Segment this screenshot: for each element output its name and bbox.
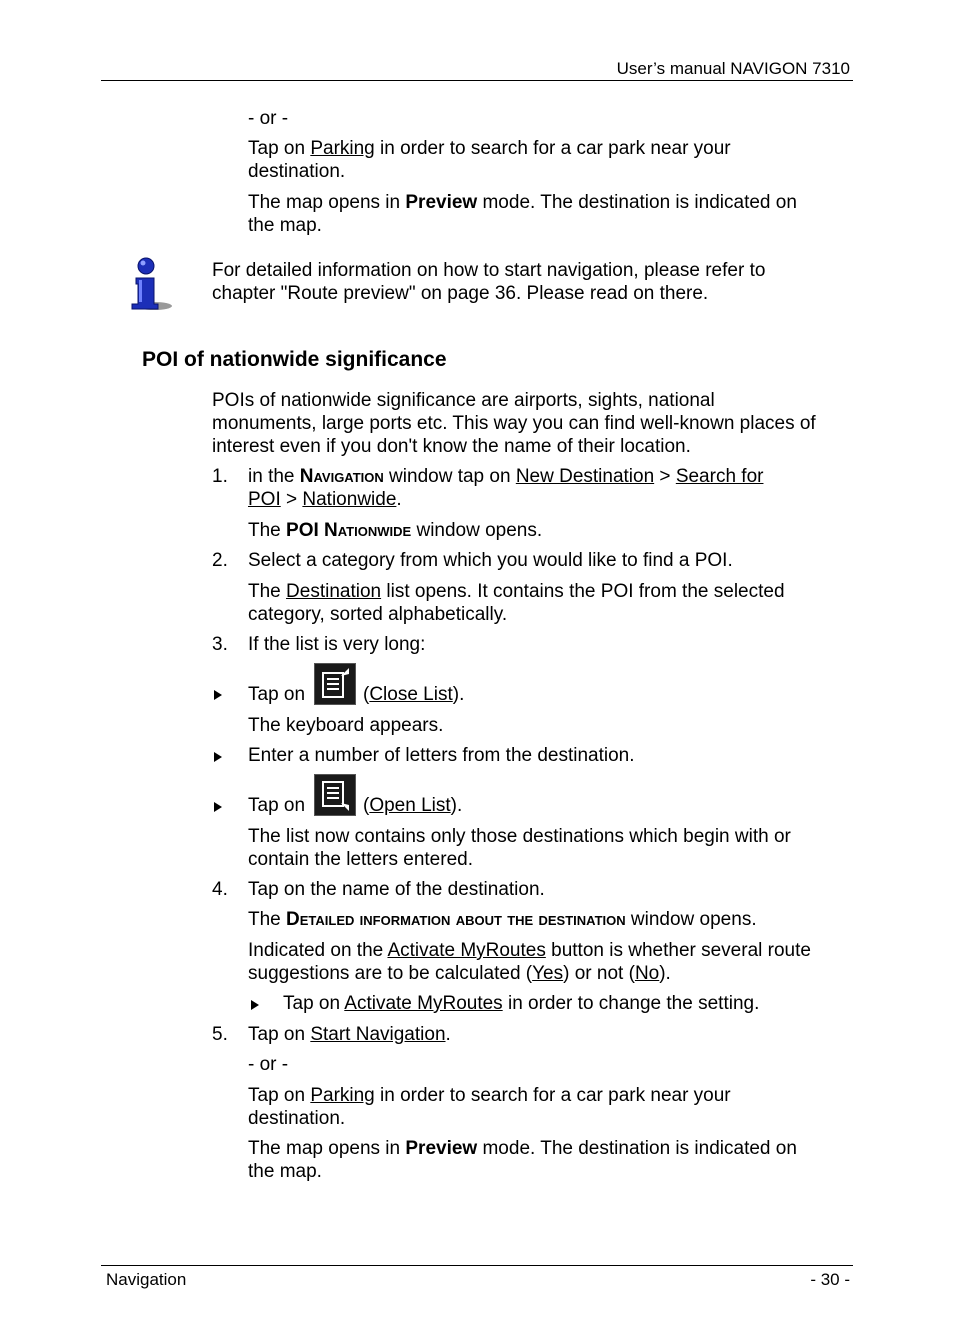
- step-4-result: The Detailed information about the destination window opens.: [248, 909, 757, 930]
- step-3-number: 3.: [212, 634, 228, 655]
- tap-close-list: Tap on: [248, 684, 306, 705]
- step-1-text: in the Navigation window tap on New Destination > Search for POI > Nationwide.: [248, 466, 764, 510]
- parking-paragraph-2: Tap on Parking in order to search for a car park near your destination.: [248, 1085, 731, 1129]
- tap-activate-myroutes: Tap on Activate MyRoutes in order to change the setting.: [283, 993, 760, 1014]
- map-paragraph-2: The map opens in Preview mode. The destination is indicated on the map.: [248, 1138, 797, 1182]
- bullet-triangle-icon: [214, 752, 222, 762]
- open-list-icon[interactable]: [314, 774, 356, 816]
- navigation-window-name: Navigation: [299, 466, 384, 487]
- or-text-2: - or -: [248, 1054, 289, 1075]
- search-for-link[interactable]: Search for: [675, 466, 764, 487]
- start-navigation-link[interactable]: Start Navigation: [310, 1024, 446, 1045]
- info-note: For detailed information on how to start navigation, please refer to chapter "Route preview" on page 36. Please read on there.: [212, 260, 766, 304]
- new-destination-link[interactable]: New Destination: [515, 466, 655, 487]
- info-person-icon: [124, 256, 176, 312]
- step-2-result: The Destination list opens. It contains the POI from the selected category, sorted alphabetically.: [248, 581, 785, 625]
- close-list-icon[interactable]: [314, 663, 356, 705]
- activate-myroutes-paragraph: Indicated on the Activate MyRoutes button is whether several route suggestions are to be calculated (Yes) or not (No).: [248, 940, 811, 984]
- footer-page-number: - 30 -: [810, 1270, 850, 1289]
- parking-paragraph: Tap on Parking in order to search for a car park near your destination.: [248, 138, 731, 182]
- step-1-result: The POI Nationwide window opens.: [248, 520, 543, 541]
- section-intro: POIs of nationwide significance are airports, sights, national monuments, large ports etc. This way you can find well-known places of interest even if you don't know the name of their location.: [212, 390, 816, 457]
- yes-link[interactable]: Yes: [532, 963, 564, 984]
- step-4-number: 4.: [212, 879, 228, 900]
- detailed-info-window-name: Detailed information about the destination: [286, 909, 626, 930]
- step-1-number: 1.: [212, 466, 228, 487]
- step-5-number: 5.: [212, 1024, 228, 1045]
- map-paragraph: The map opens in Preview mode. The destination is indicated on the map.: [248, 192, 797, 236]
- close-list-link[interactable]: Close List: [369, 684, 453, 705]
- step-2-text: Select a category from which you would like to find a POI.: [248, 550, 733, 571]
- header-title: User’s manual NAVIGON 7310: [616, 59, 850, 78]
- bullet-triangle-icon: [214, 802, 222, 812]
- list-now-contains: The list now contains only those destinations which begin with or contain the letters entered.: [248, 826, 791, 870]
- tap-open-list: Tap on: [248, 795, 306, 816]
- enter-letters: Enter a number of letters from the destination.: [248, 745, 635, 766]
- destination-list-link[interactable]: Destination: [286, 581, 382, 602]
- or-text: - or -: [248, 108, 289, 129]
- footer-rule: [101, 1265, 853, 1266]
- poi-link[interactable]: POI: [248, 489, 281, 510]
- keyboard-appears: The keyboard appears.: [248, 715, 444, 736]
- preview-term-2: Preview: [405, 1138, 478, 1159]
- parking-link[interactable]: Parking: [310, 138, 375, 159]
- parking-link-2[interactable]: Parking: [310, 1085, 375, 1106]
- section-heading: POI of nationwide significance: [142, 348, 447, 371]
- nationwide-link[interactable]: Nationwide: [302, 489, 397, 510]
- footer-section-name: Navigation: [106, 1270, 187, 1289]
- preview-term: Preview: [405, 192, 478, 213]
- bullet-triangle-icon: [251, 1000, 259, 1010]
- activate-myroutes-link-2[interactable]: Activate MyRoutes: [344, 993, 503, 1014]
- activate-myroutes-link[interactable]: Activate MyRoutes: [387, 940, 546, 961]
- step-2-number: 2.: [212, 550, 228, 571]
- open-list-label: (Open List).: [363, 795, 463, 816]
- step-5-text: Tap on Start Navigation.: [248, 1024, 451, 1045]
- open-list-link[interactable]: Open List: [369, 795, 451, 816]
- bullet-triangle-icon: [214, 690, 222, 700]
- step-3-text: If the list is very long:: [248, 634, 426, 655]
- poi-nationwide-window-name: POI Nationwide: [286, 520, 412, 541]
- header-rule: [101, 80, 853, 81]
- close-list-label: (Close List).: [363, 684, 465, 705]
- step-4-text: Tap on the name of the destination.: [248, 879, 545, 900]
- no-link[interactable]: No: [634, 963, 660, 984]
